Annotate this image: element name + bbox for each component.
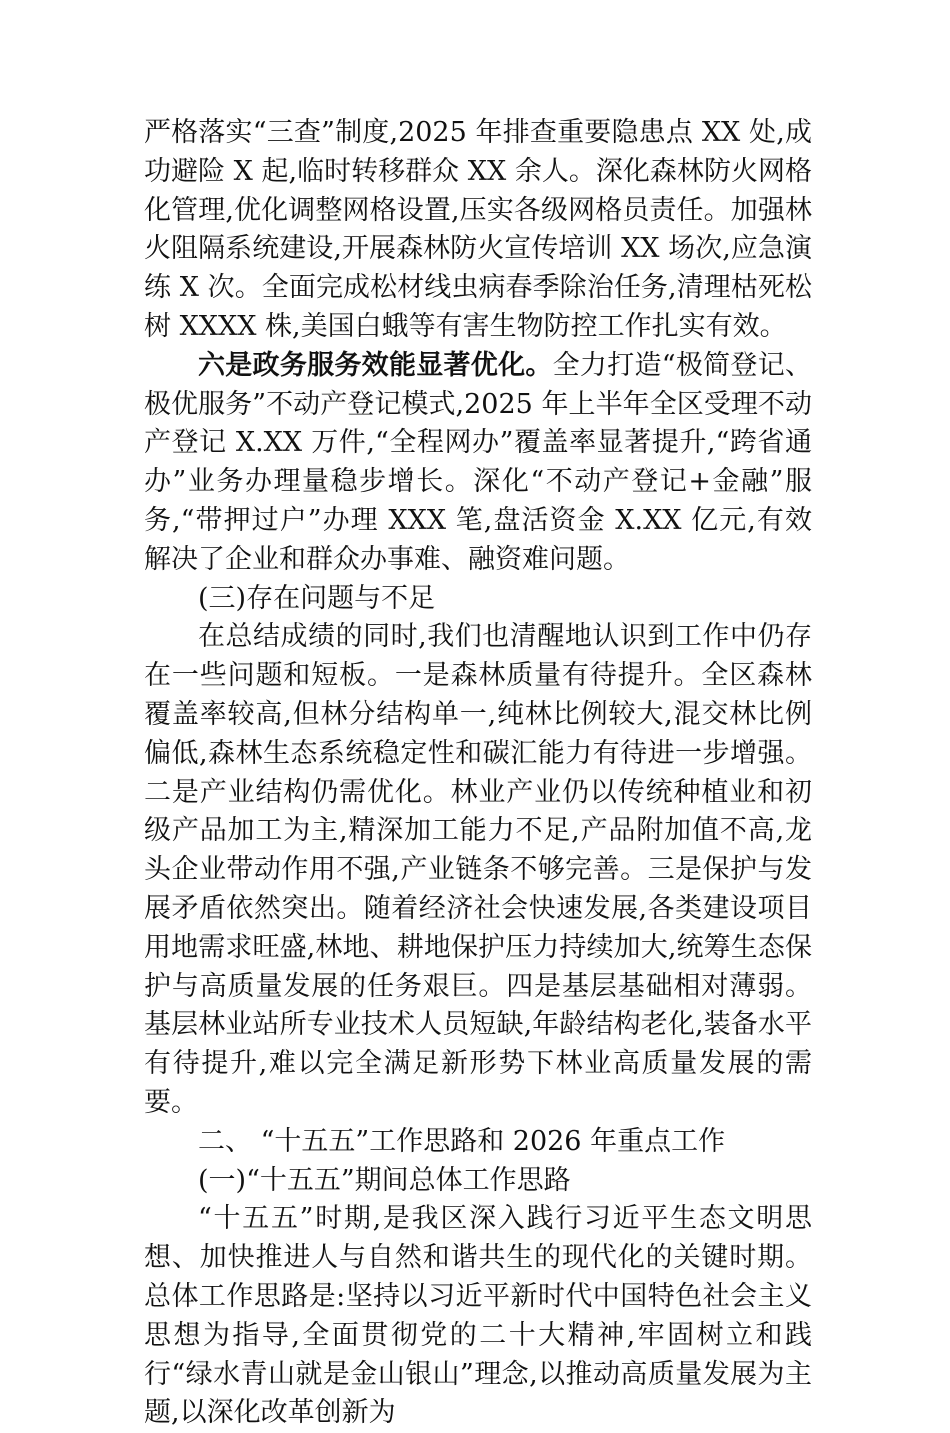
paragraph-body-text: 全力打造“极简登记、极优服务”不动产登记模式,2025 年上半年全区受理不动产登记 X.XX 万件,“全程网办”覆盖率显著提升,“跨省通办”业务办理量稳步增长。深化“不动产登记+金融”服务,“带押过户”办理 XXX 笔,盘活资金 X.XX 亿元,有效解决了企业和群众办事难、融资难问题。 xyxy=(144,349,812,575)
section-heading-two: 二、 “十五五”工作思路和 2026 年重点工作 xyxy=(198,1125,726,1157)
section-heading-problems: (三)存在问题与不足 xyxy=(198,582,436,614)
paragraph-government-services xyxy=(144,347,812,580)
document-body xyxy=(144,114,812,1433)
subsection-heading-overall: (一)“十五五”期间总体工作思路 xyxy=(198,1164,571,1196)
paragraph-overall-approach: “十五五”时期,是我区深入践行习近平生态文明思想、加快推进人与自然和谐共生的现代化的关键时期。总体工作思路是:坚持以习近平新时代中国特色社会主义思想为指导,全面贯彻党的二十大精神,牢固树立和践行“绿水青山就是金山银山”理念,以推动高质量发展为主题,以深化改革创新为 xyxy=(144,1203,812,1429)
paragraph-continued: 严格落实“三查”制度,2025 年排查重要隐患点 XX 处,成功避险 X 起,临时转移群众 XX 余人。深化森林防火网格化管理,优化调整网格设置,压实各级网格员责任。加强林火阻隔系统建设,开展森林防火宣传培训 XX 场次,应急演练 X 次。全面完成松材线虫病春季除治任务,清理枯死松树 XXXX 株,美国白蛾等有害生物防控工作扎实有效。 xyxy=(144,117,812,342)
paragraph-problems: 在总结成绩的同时,我们也清醒地认识到工作中仍存在一些问题和短板。一是森林质量有待提升。全区森林覆盖率较高,但林分结构单一,纯林比例较大,混交林比例偏低,森林生态系统稳定性和碳汇能力有待进一步增强。二是产业结构仍需优化。林业产业仍以传统种植业和初级产品加工为主,精深加工能力不足,产品附加值不高,龙头企业带动作用不强,产业链条不够完善。三是保护与发展矛盾依然突出。随着经济社会快速发展,各类建设项目用地需求旺盛,林地、耕地保护压力持续加大,统筹生态保护与高质量发展的任务艰巨。四是基层基础相对薄弱。基层林业站所专业技术人员短缺,年龄结构老化,装备水平有待提升,难以完全满足新形势下林业高质量发展的需要。 xyxy=(144,621,812,1118)
paragraph-lead-sentence: 六是政务服务效能显著优化。 xyxy=(198,349,553,381)
